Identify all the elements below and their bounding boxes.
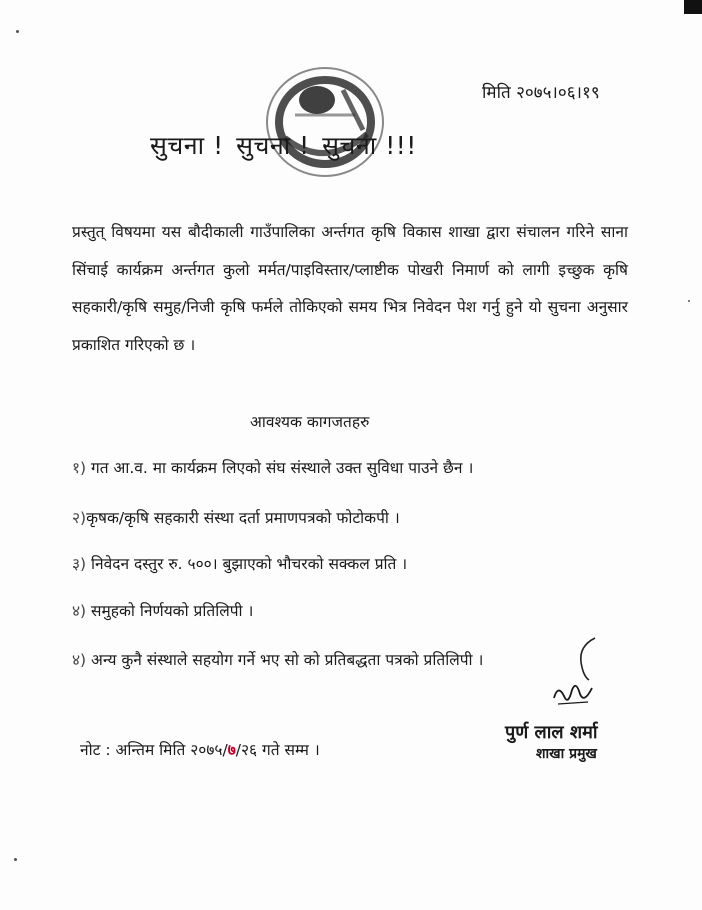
scan-speck bbox=[16, 30, 19, 33]
requirement-item bbox=[72, 552, 407, 574]
item-number: ४) bbox=[72, 651, 87, 669]
item-number: ३) bbox=[72, 555, 87, 573]
item-text: निवेदन दस्तुर रु. ५००। बुझाएको भौचरको सक्कल प्रति । bbox=[91, 555, 408, 573]
note-suffix: /२६ गते सम्म । bbox=[235, 741, 320, 759]
scan-speck bbox=[688, 300, 690, 302]
deadline-note bbox=[80, 738, 320, 760]
note-month-correction: ७ bbox=[227, 741, 236, 759]
requirement-item bbox=[72, 456, 473, 478]
notice-date: मिति २०७५।०६।१९ bbox=[482, 83, 600, 103]
requirement-item bbox=[72, 599, 253, 621]
notice-title bbox=[150, 128, 421, 162]
scan-speck bbox=[14, 858, 17, 861]
item-text: कृषक/कृषि सहकारी संस्था दर्ता प्रमाणपत्रको फोटोकपी । bbox=[86, 509, 400, 527]
notice-title-part: सुचना ! bbox=[236, 131, 310, 160]
scan-corner-mark bbox=[684, 0, 702, 14]
signer-name: पुर्ण लाल शर्मा bbox=[505, 722, 598, 743]
notice-body: प्रस्तुत् विषयमा यस बौदीकाली गाउँपालिका अर्न्तगत कृषि विकास शाखा द्वारा संचालन गरिने साना सिंचाई कार्यक्रम अर्न्तगत कुलो मर्मत/पाइविस्तार/प्लाष्टीक पोखरी निमार्ण को लागी इच्छुक कृषि सहकारी/कृषि समुह/निजी कृषि फर्मले तोकिएको समय भित्र निवेदन पेश गर्नु हुने यो सुचना अनुसार प्रकाशित गरिएको छ । bbox=[72, 223, 628, 354]
requirement-item bbox=[72, 648, 483, 670]
item-number: २) bbox=[72, 509, 87, 527]
note-prefix: नोट : अन्तिम मिति २०७५/ bbox=[80, 741, 228, 759]
notice-title-part: सुचना ! bbox=[150, 131, 224, 160]
item-text: अन्य कुनै संस्थाले सहयोग गर्ने भए सो को प्रतिबद्धता पत्रको प्रतिलिपी । bbox=[91, 651, 484, 669]
requirement-item bbox=[72, 506, 400, 528]
requirements-heading: आवश्यक कागजतहरु bbox=[250, 413, 370, 431]
handwritten-signature bbox=[548, 676, 598, 712]
item-text: गत आ.व. मा कार्यक्रम लिएको संघ संस्थाले उक्त सुविधा पाउने छैन । bbox=[91, 459, 474, 477]
item-number: ४) bbox=[72, 602, 87, 620]
item-number: १) bbox=[72, 459, 87, 477]
signer-title: शाखा प्रमुख bbox=[536, 746, 597, 762]
office-seal-stamp bbox=[255, 60, 390, 185]
notice-title-part: सुचना !!! bbox=[322, 131, 417, 160]
item-text: समुहको निर्णयको प्रतिलिपी । bbox=[91, 602, 254, 620]
